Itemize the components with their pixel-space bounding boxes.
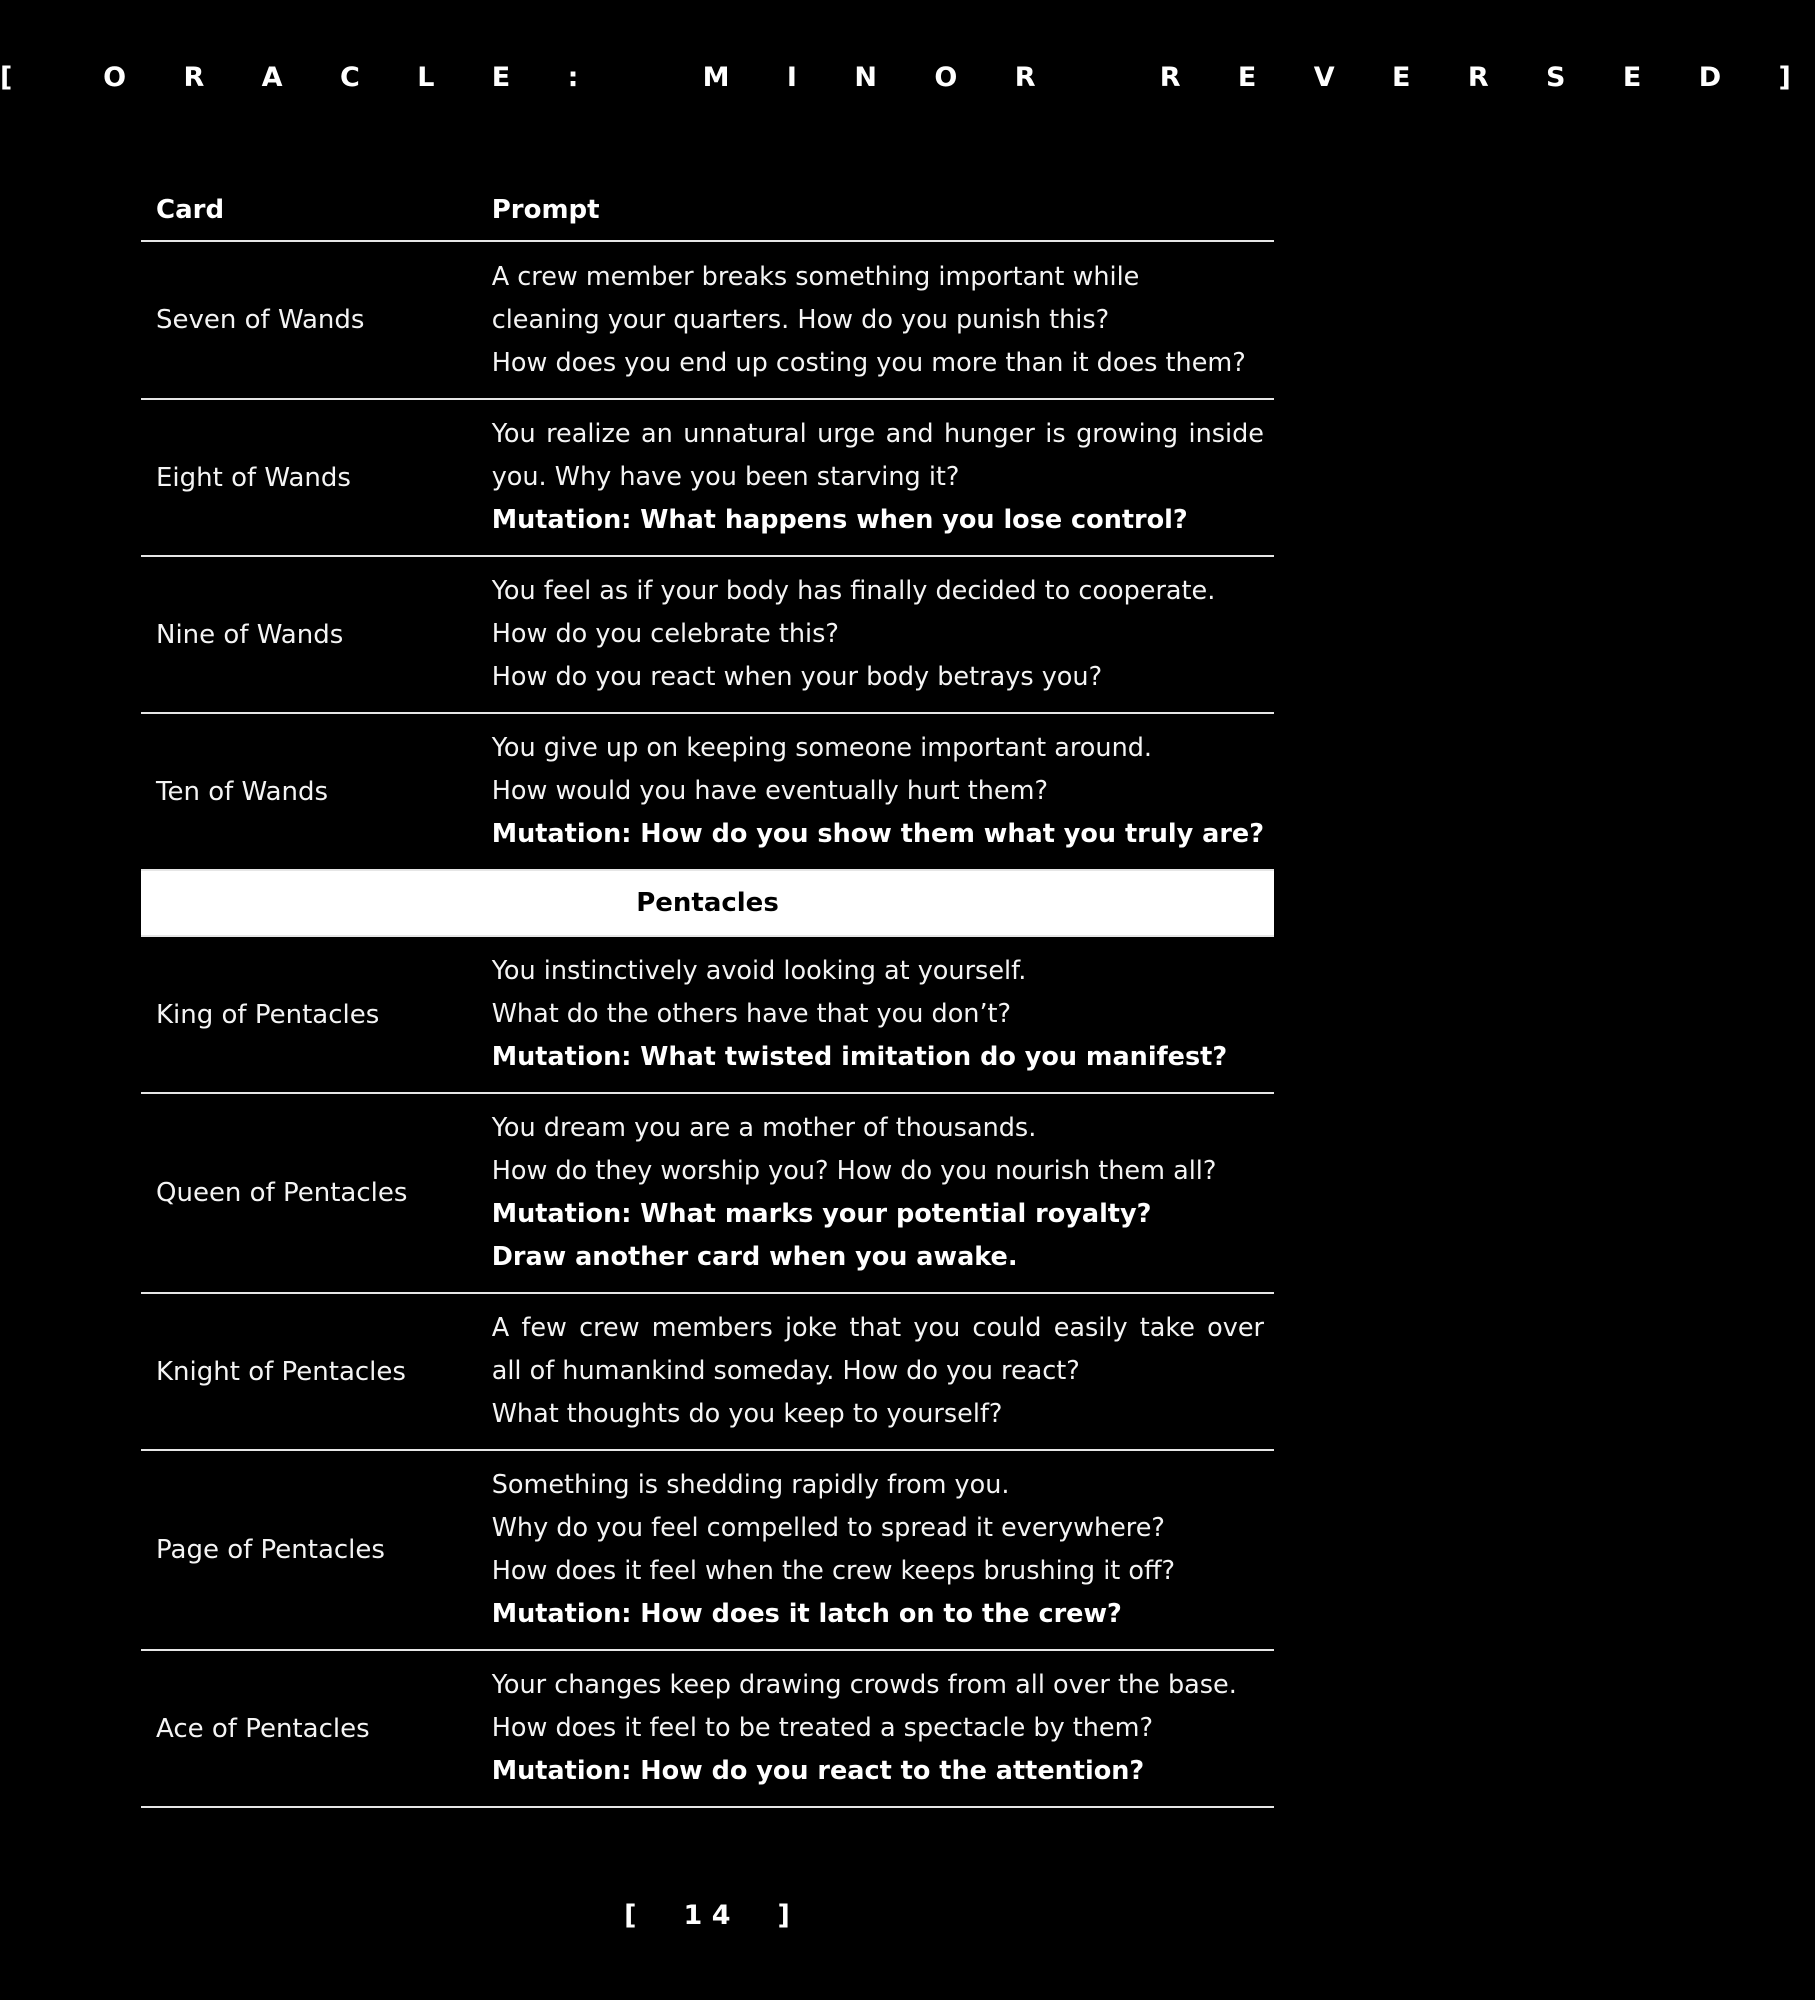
card-name: Seven of Wands (141, 241, 477, 399)
prompt-line: How do they worship you? How do you nourish them all? (491, 1156, 1217, 1186)
prompt-line: You instinctively avoid looking at yourself. (491, 956, 1027, 986)
prompt-line: How do you react when your body betrays you? (491, 662, 1103, 692)
prompt-cell (477, 1450, 1274, 1650)
table-row (141, 1450, 1274, 1650)
prompt-cell (477, 1293, 1274, 1450)
prompt-line: all of humankind someday. How do you react? (491, 1356, 1080, 1386)
table-row (141, 1293, 1274, 1450)
prompt-line: You give up on keeping someone important around. (491, 733, 1153, 763)
prompt-cell (477, 399, 1274, 556)
card-name: Nine of Wands (141, 556, 477, 713)
card-name: Queen of Pentacles (141, 1093, 477, 1293)
prompt-line: cleaning your quarters. How do you punish this? (491, 304, 1110, 335)
card-name: Eight of Wands (141, 399, 477, 556)
prompt-line: A crew member breaks something important while (491, 261, 1140, 292)
mutation-line: Mutation: How do you show them what you truly are? (491, 819, 1264, 849)
prompt-line: How does it feel when the crew keeps brushing it off? (491, 1556, 1176, 1586)
table-row (141, 399, 1274, 556)
mutation-line: Mutation: What twisted imitation do you manifest? (491, 1042, 1228, 1072)
prompt-cell (477, 713, 1274, 870)
prompt-line: How does you end up costing you more than it does them? (491, 347, 1246, 378)
prompt-line: How does it feel to be treated a spectacle by them? (491, 1713, 1153, 1743)
table-row (141, 713, 1274, 870)
table-row (141, 1650, 1274, 1807)
instruction-line: Draw another card when you awake. (491, 1242, 1018, 1272)
card-name: Page of Pentacles (141, 1450, 477, 1650)
prompt-cell (477, 556, 1274, 713)
prompt-line: You realize an unnatural urge and hunger is growing inside (491, 419, 1264, 449)
card-name: Knight of Pentacles (141, 1293, 477, 1450)
mutation-line: Mutation: How does it latch on to the crew? (491, 1599, 1122, 1629)
section-row (141, 870, 1274, 936)
prompt-cell (477, 936, 1274, 1093)
prompt-line: you. Why have you been starving it? (491, 462, 960, 492)
prompt-cell (477, 1093, 1274, 1293)
table-row (141, 556, 1274, 713)
prompt-line: You dream you are a mother of thousands. (491, 1113, 1037, 1143)
mutation-line: Mutation: How do you react to the attention? (491, 1756, 1145, 1786)
prompt-line: Your changes keep drawing crowds from all over the base. (491, 1670, 1237, 1700)
table-row (141, 936, 1274, 1093)
column-header-card: Card (141, 180, 477, 241)
mutation-line: Mutation: What marks your potential royalty? (491, 1199, 1152, 1229)
column-header-prompt: Prompt (477, 180, 1274, 241)
prompt-cell (477, 1650, 1274, 1807)
prompt-line: What thoughts do you keep to yourself? (491, 1399, 1003, 1429)
card-name: Ace of Pentacles (141, 1650, 477, 1807)
table-header-row (141, 180, 1274, 241)
page-header: [ O R A C L E : M I N O R R E V E R S E D ] (0, 62, 1815, 93)
prompt-line: What do the others have that you don’t? (491, 999, 1012, 1029)
prompt-line: Why do you feel compelled to spread it everywhere? (491, 1513, 1165, 1543)
prompt-line: How would you have eventually hurt them? (491, 776, 1048, 806)
card-name: King of Pentacles (141, 936, 477, 1093)
page-number: [ 1 4 ] (624, 1900, 790, 1931)
card-name: Ten of Wands (141, 713, 477, 870)
mutation-line: Mutation: What happens when you lose control? (491, 505, 1188, 535)
section-title-pentacles: Pentacles (141, 870, 1274, 936)
oracle-table (141, 180, 1274, 1808)
prompt-line: A few crew members joke that you could easily take over (491, 1313, 1264, 1343)
prompt-line: Something is shedding rapidly from you. (491, 1470, 1010, 1500)
prompt-line: How do you celebrate this? (491, 619, 839, 649)
table-row (141, 1093, 1274, 1293)
table-row (141, 241, 1274, 399)
prompt-line: You feel as if your body has finally decided to cooperate. (491, 576, 1216, 606)
prompt-cell (477, 241, 1274, 399)
